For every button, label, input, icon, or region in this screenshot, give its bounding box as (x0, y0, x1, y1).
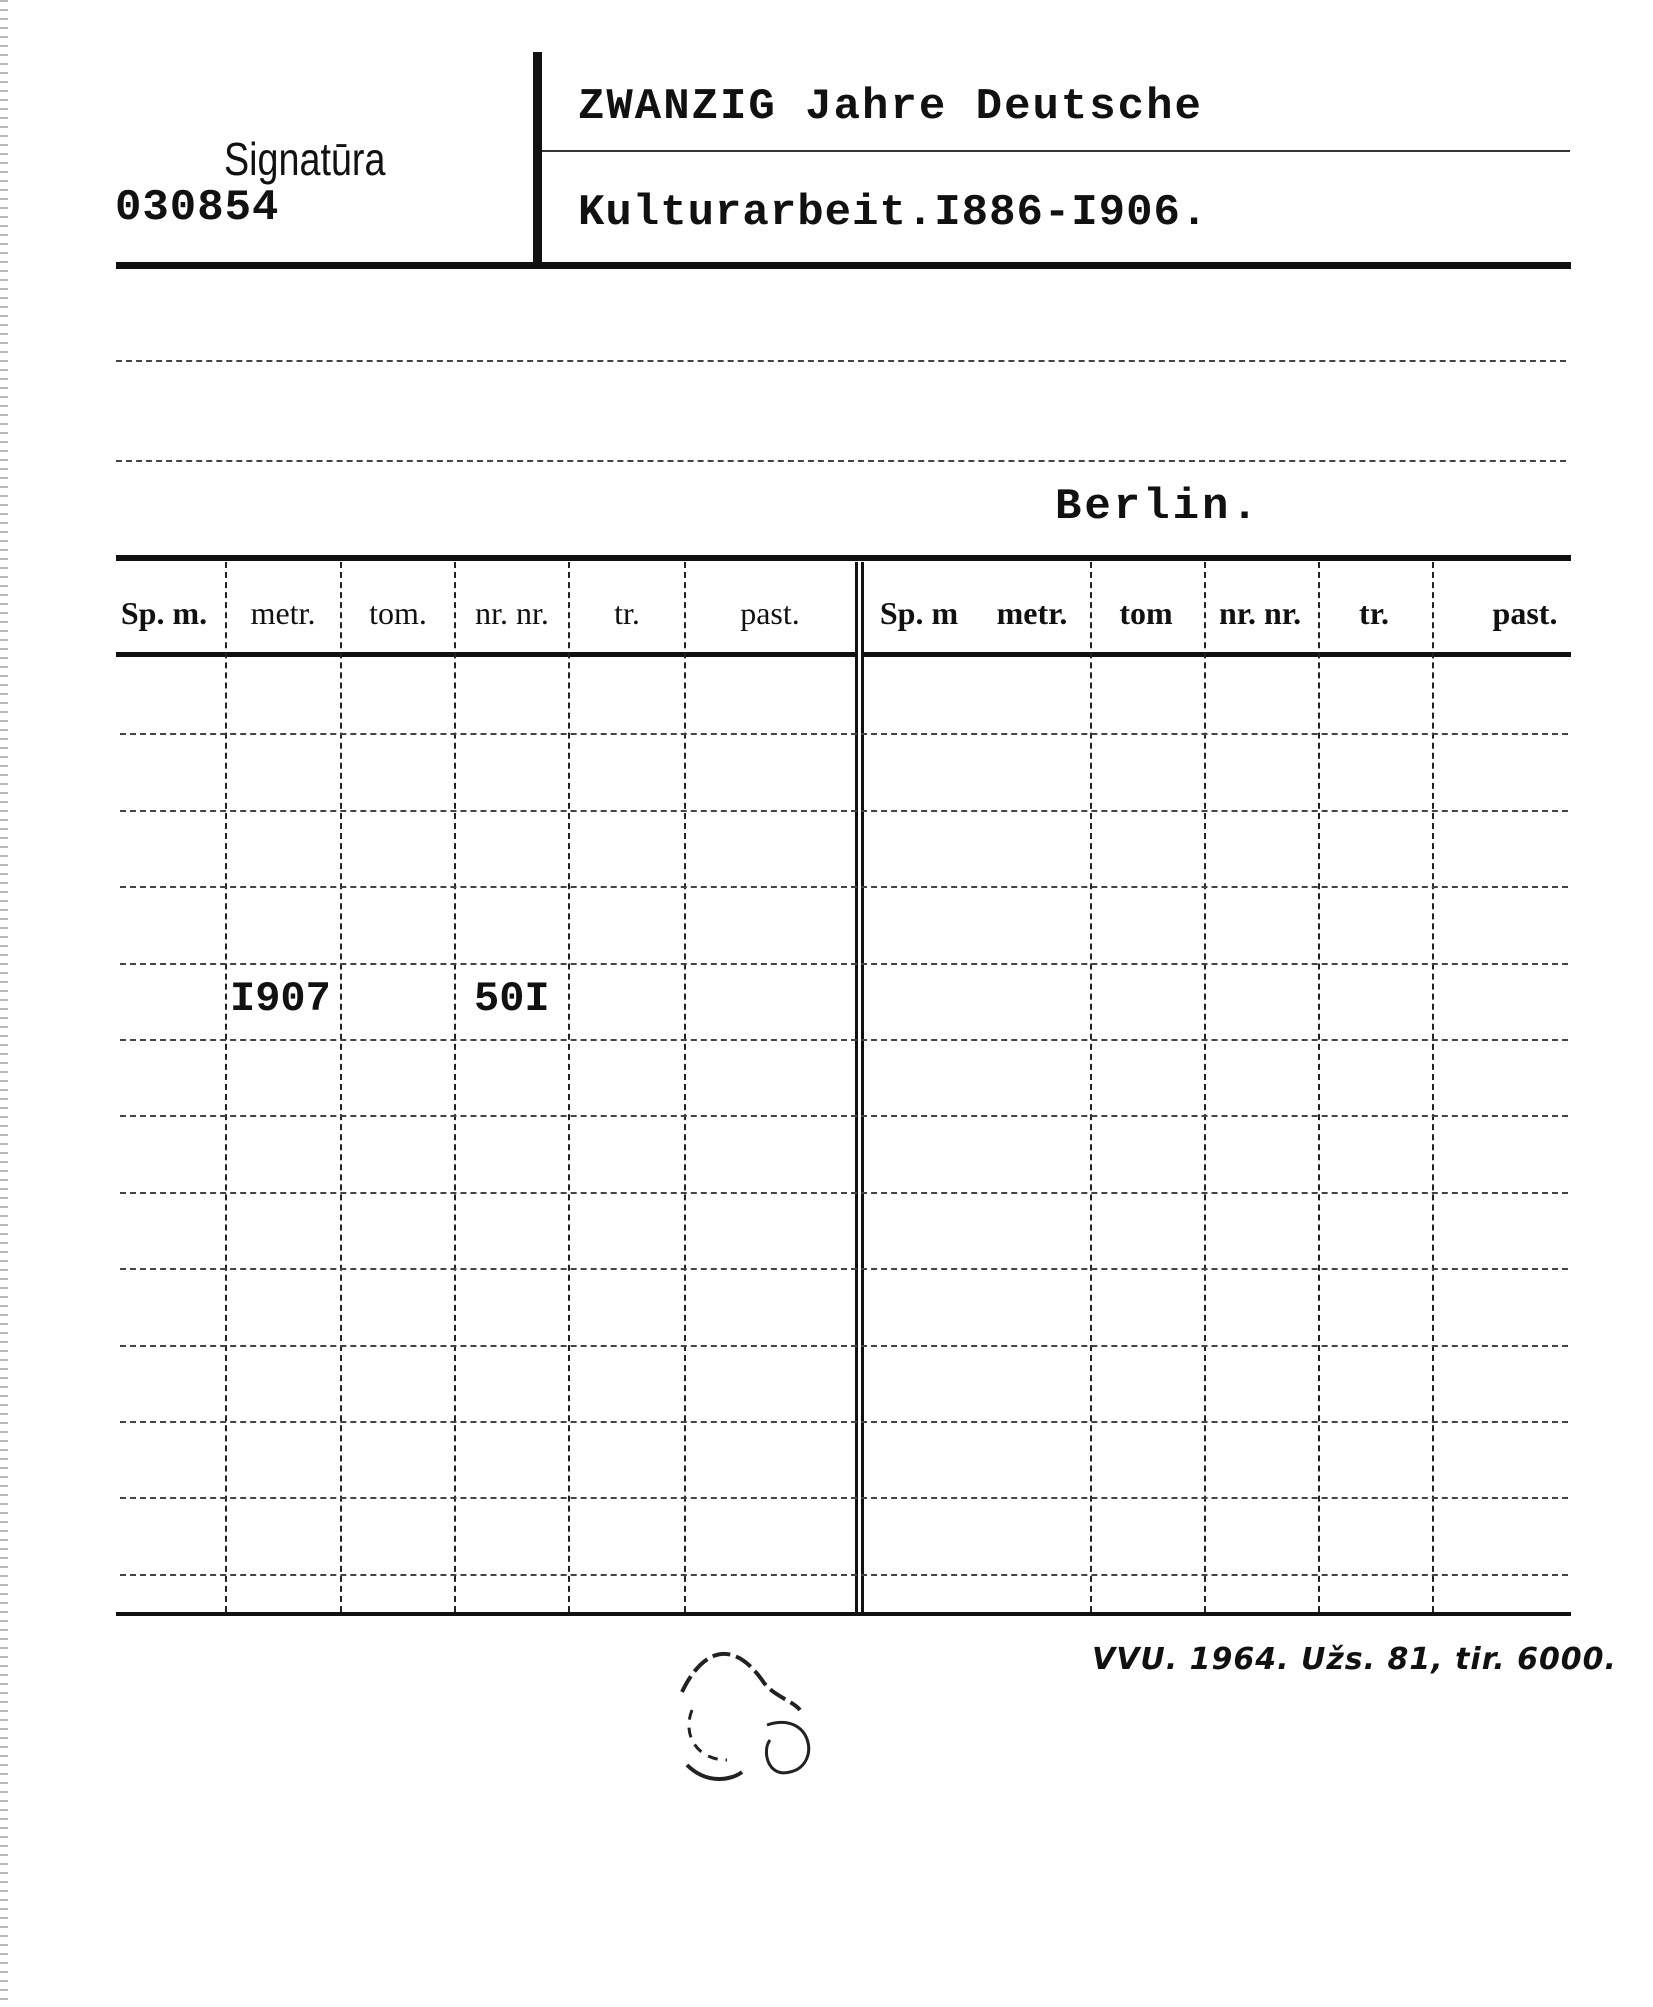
col-right-tom: tom (1119, 595, 1173, 631)
col-left-sp-m: Sp. m. (120, 595, 208, 631)
row-line (120, 1574, 1568, 1576)
row-line (120, 886, 1568, 888)
title-line-2: Kulturarbeit.I886-I906. (578, 188, 1209, 238)
table-header-rule (116, 652, 1571, 657)
col-right-past: past. (1492, 595, 1558, 631)
col-left-tr: tr. (614, 595, 640, 631)
table-bottom-rule (116, 1612, 1571, 1616)
title-separator (542, 150, 1570, 152)
column-line (568, 562, 570, 1612)
col-left-metr: metr. (250, 595, 316, 631)
header-rule (116, 262, 1571, 269)
row-line (120, 1268, 1568, 1270)
blank-line-1 (116, 360, 1566, 362)
column-line (1204, 562, 1206, 1612)
entry-nr-nr: 50I (474, 975, 550, 1023)
row-line (120, 1039, 1568, 1041)
column-line (225, 562, 227, 1612)
print-note: VVU. 1964. Užs. 81, tir. 6000. (1092, 1642, 1617, 1677)
row-line (120, 1345, 1568, 1347)
row-line (120, 1192, 1568, 1194)
col-right-metr: metr. (996, 595, 1068, 631)
entry-metr: I907 (230, 975, 331, 1023)
signatura-label: Signatūra (224, 133, 386, 185)
table-top-rule (116, 555, 1571, 561)
col-left-tom: tom. (369, 595, 427, 631)
title-line-1: ZWANZIG Jahre Deutsche (578, 82, 1203, 132)
row-line (120, 963, 1568, 965)
place-of-publication: Berlin. (1055, 482, 1261, 532)
col-left-nr-nr: nr. nr. (475, 595, 549, 631)
column-line (454, 562, 456, 1612)
row-line (120, 1421, 1568, 1423)
scan-edge-noise (0, 0, 8, 2007)
header-divider (533, 52, 542, 264)
row-line (120, 733, 1568, 735)
col-right-tr: tr. (1359, 595, 1389, 631)
signatura-value: 030854 (115, 183, 280, 233)
column-line (1318, 562, 1320, 1612)
stamp-mark-icon (672, 1640, 852, 1790)
row-line (120, 810, 1568, 812)
col-right-nr-nr: nr. nr. (1218, 595, 1302, 631)
column-line (1090, 562, 1092, 1612)
column-line (684, 562, 686, 1612)
col-right-sp-m: Sp. m (879, 595, 959, 631)
center-double-divider (855, 562, 864, 1612)
col-left-past: past. (740, 595, 800, 631)
row-line (120, 1497, 1568, 1499)
blank-line-2 (116, 460, 1566, 462)
column-line (1432, 562, 1434, 1612)
column-line (340, 562, 342, 1612)
row-line (120, 1115, 1568, 1117)
